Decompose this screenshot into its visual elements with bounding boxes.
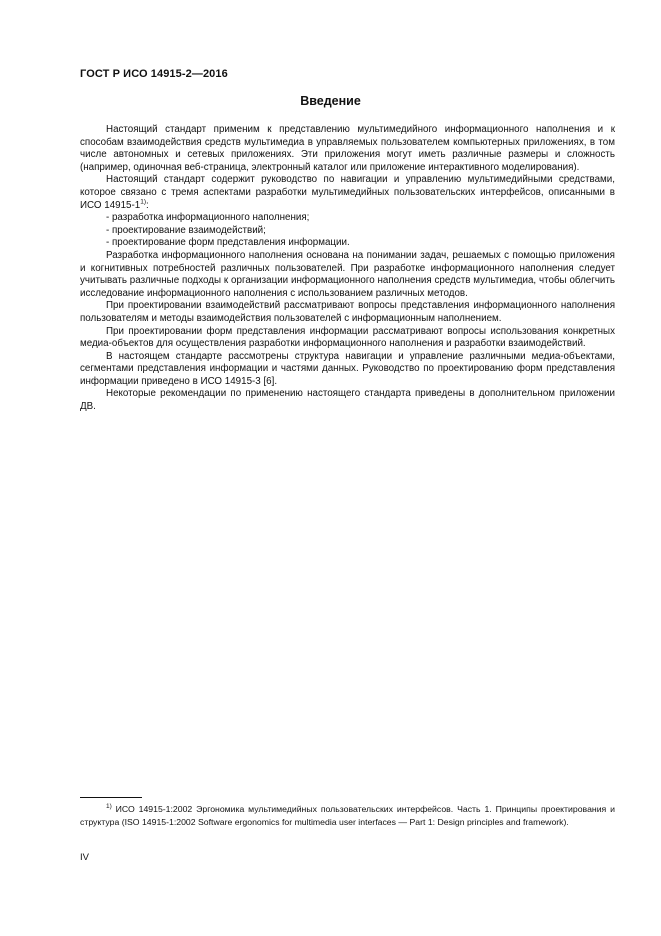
footnote-divider [80,797,142,798]
section-title: Введение [300,94,361,108]
list-item: - проектирование взаимодействий; [106,224,266,236]
list-item: - разработка информационного наполнения; [106,212,310,224]
footnote-text: ИСО 14915-1:2002 Эргономика мультимедийных пользовательских интерфейсов. Часть 1. Принципы проектирования и структура (ISO 14915-1:2002 Software ergonomics for multimedia user interfaces — Part 1: Design principles and framework). [80,804,615,827]
footnote-reference[interactable]: 1) [140,198,146,206]
footnote-marker: 1) [106,803,112,811]
document-body [80,124,615,414]
paragraph-3: Разработка информационного наполнения основана на понимании задач, решаемых с помощью приложения и когнитивных потребностей различных пользователей. При разработке информационного наполнения следует учитывать различные подходы к организации информационного наполнения средств мультимедиа, чтобы облегчить исследование информационного наполнения с использованием различных методов. [80,249,615,299]
paragraph-4: При проектировании взаимодействий рассматривают вопросы представления информационного наполнения пользователям и методы взаимодействия пользователей с информационным наполнением. [80,300,615,324]
page-number: IV [80,852,89,863]
document-header: ГОСТ Р ИСО 14915-2—2016 [80,68,228,80]
paragraph-1: Настоящий стандарт применим к представлению мультимедийного информационного наполнения и к способам взаимодействия средств мультимедиа в управляемых пользователем компьютерных приложениях, в том числе автономных и сетевых приложениях. Эти приложения могут иметь различные размеры и сложность (например, одиночная веб-страница, электронный каталог или приложение интерактивного моделирования). [80,124,615,173]
paragraph-6: В настоящем стандарте рассмотрены структура навигации и управление различными медиа-объектами, сегментами представления информации и частями данных. Руководство по проектированию форм представления информации приведено в ИСО 14915-3 [6]. [80,350,615,387]
paragraph-2 [80,174,615,212]
paragraph-2-suffix: : [145,199,149,211]
paragraph-2-text: Настоящий стандарт содержит руководство по навигации и управлению мультимедийными средствами, которое связано с тремя аспектами разработки мультимедийных пользовательских интерфейсов, описанными в ИСО 14915-1 [80,174,615,211]
footnote [80,803,615,828]
list-item: - проектирование форм представления информации. [106,237,350,249]
paragraph-7: Некоторые рекомендации по применению настоящего стандарта приведены в дополнительном приложении ДВ. [80,388,615,413]
paragraph-5: При проектировании форм представления информации рассматривают вопросы использования конкретных медиа-объектов для осуществления разработки информационного наполнения и разработки взаимодействий. [80,325,615,350]
